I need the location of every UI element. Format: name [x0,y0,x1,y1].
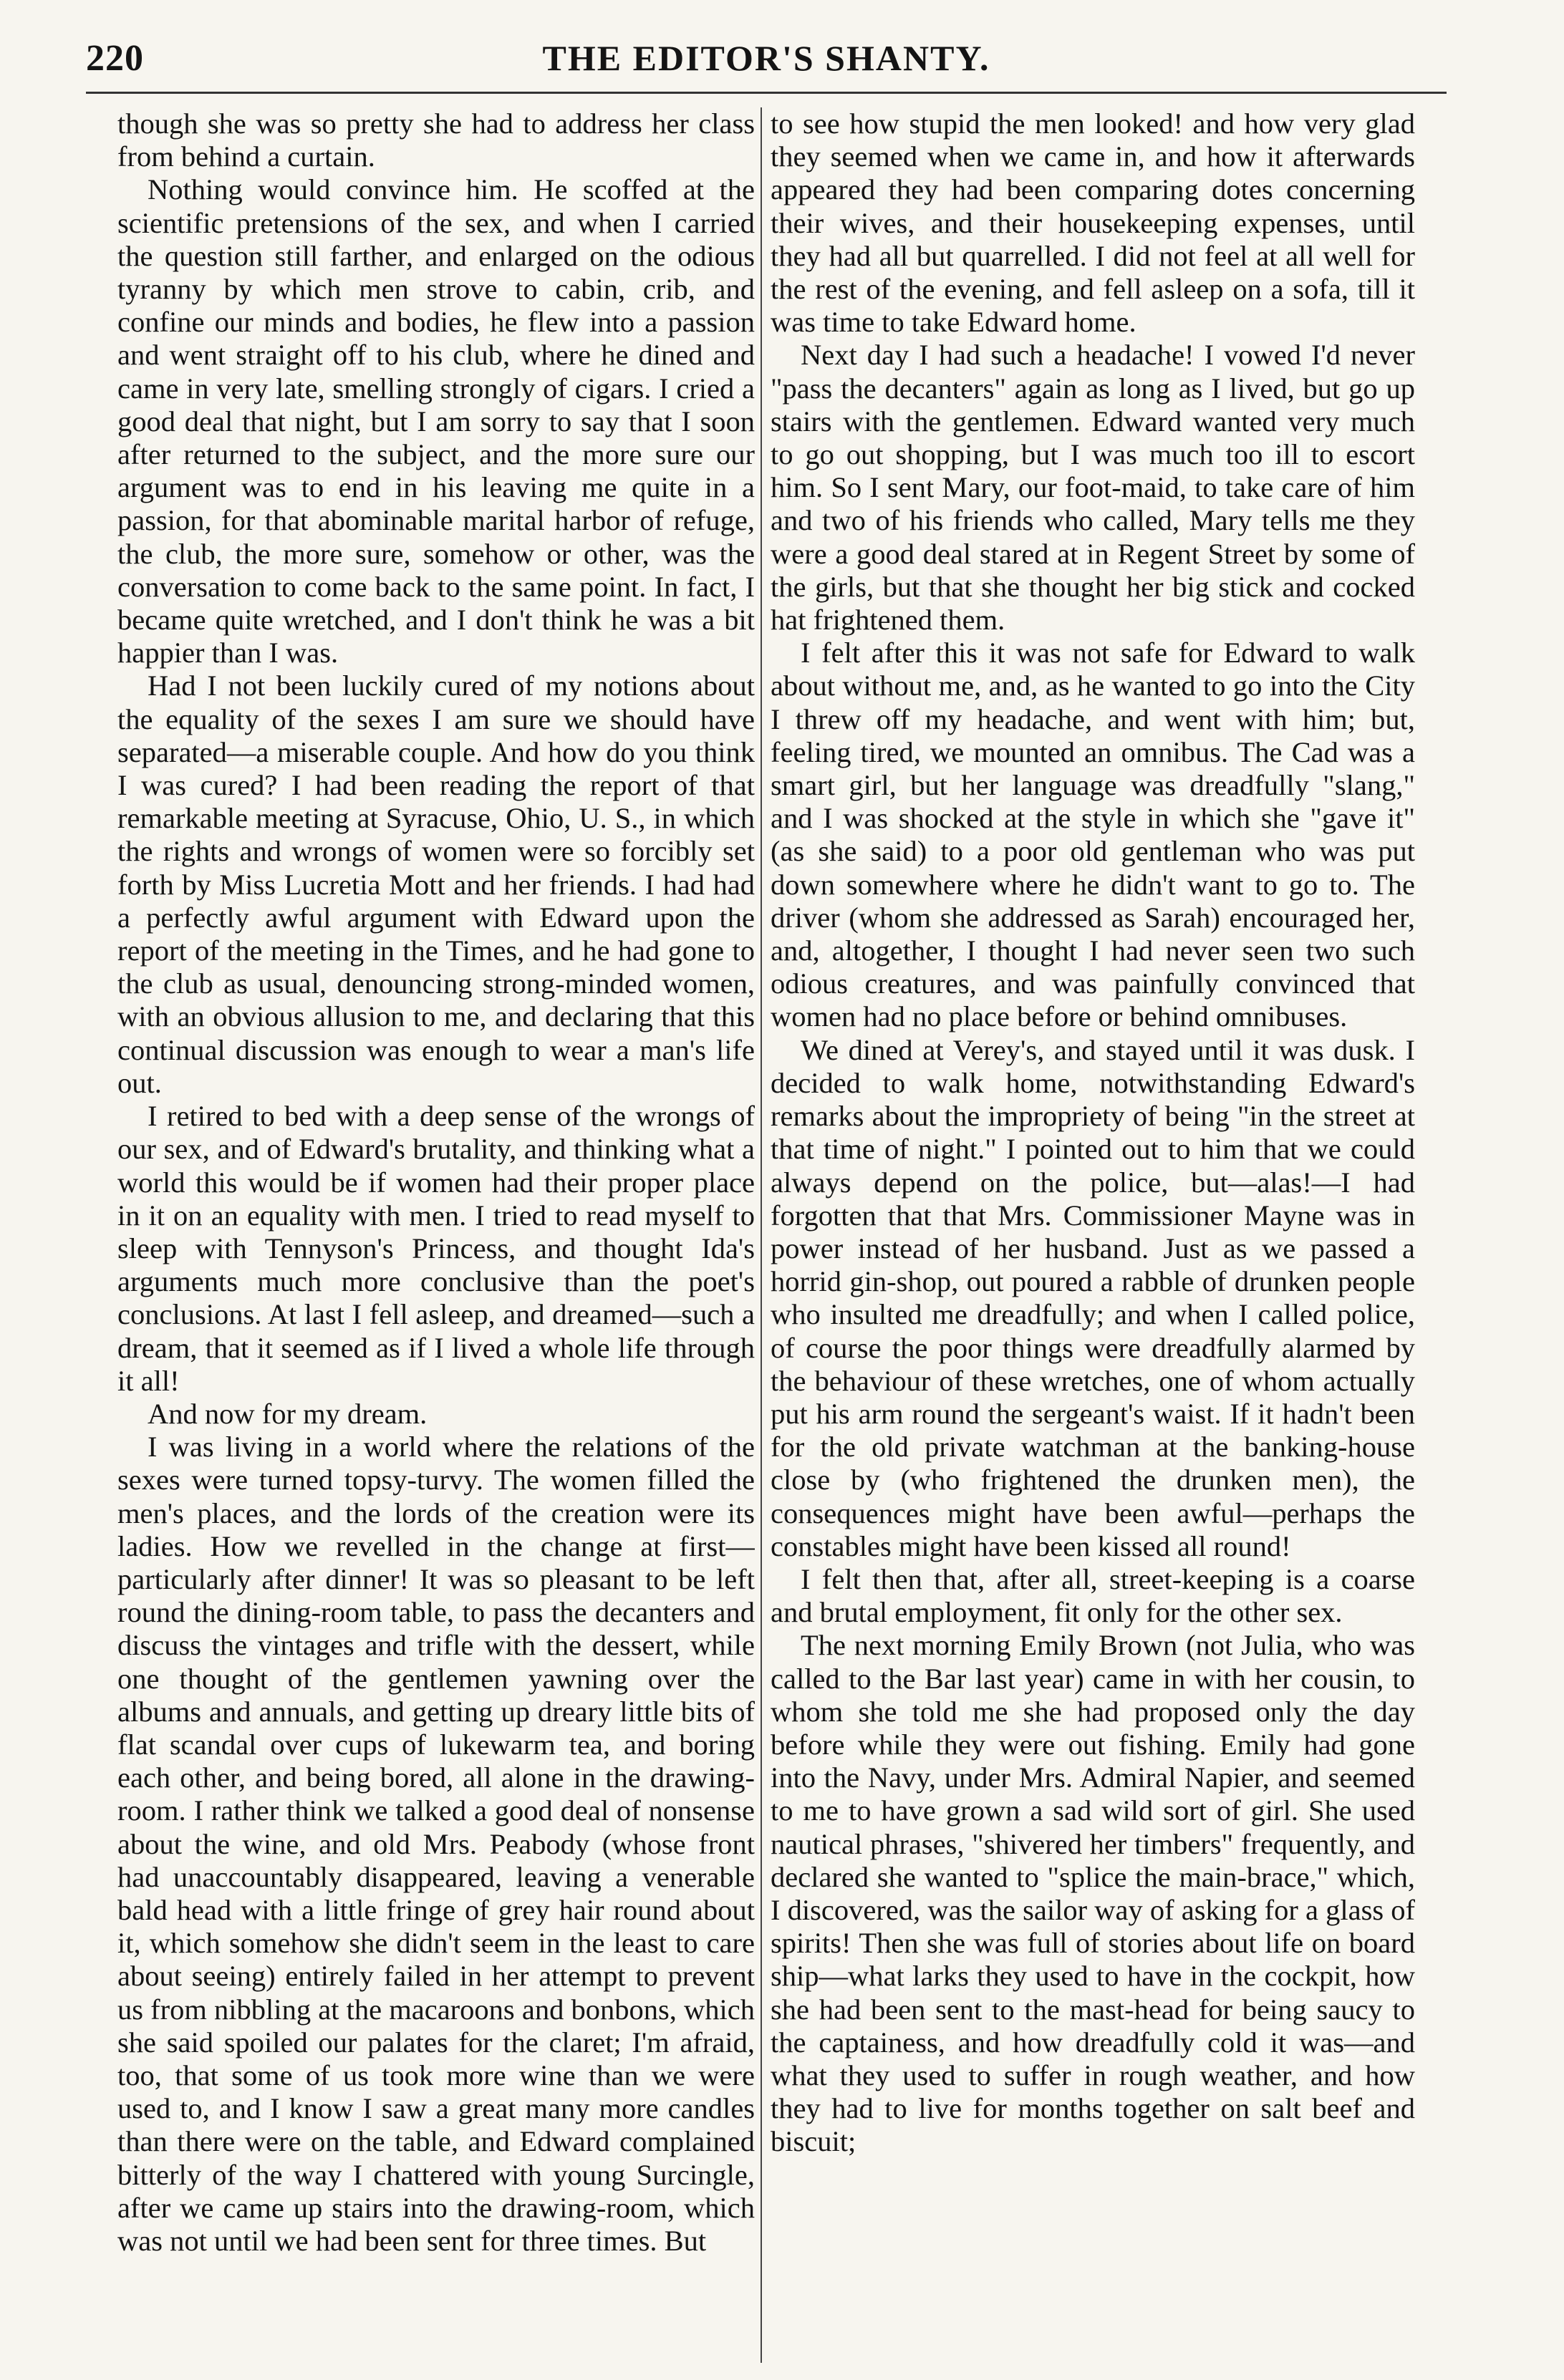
paragraph: I was living in a world where the relations of the sexes were turned topsy-turvy. The women filled the men's places, and the lords of the creation were its ladies. How we revelled in the change at first—particularly after dinner! It was so pleasant to be left round the dining-room table, to pass the decanters and discuss the vintages and trifle with the dessert, while one thought of the gentlemen yawning over the albums and annuals, and getting up dreary little bits of flat scandal over cups of lukewarm tea, and boring each other, and being bored, all alone in the drawing-room. I rather think we talked a good deal of nonsense about the wine, and old Mrs. Peabody (whose front had unaccountably disappeared, leaving a venerable bald head with a little fringe of grey hair round about it, which somehow she didn't seem in the least to care about seeing) entirely failed in her attempt to prevent us from nibbling at the macaroons and bonbons, which she said spoiled our palates for the claret; I'm afraid, too, that some of us took more wine than we were used to, and I know I saw a great many more candles than there were on the table, and Edward complained bitterly of the way I chattered with young Surcingle, after we came up stairs into the drawing-room, which was not until we had been sent for three times. But [117,1431,755,2257]
paragraph: Nothing would convince him. He scoffed at the scientific pretensions of the sex, and when I carried the question still farther, and enlarged on the odious tyranny by which men strove to cabin, crib, and confine our minds and bodies, he flew into a passion and went straight off to his club, where he dined and came in very late, smelling strongly of cigars. I cried a good deal that night, but I am sorry to say that I soon after returned to the subject, and the more sure our argument was to end in his leaving me quite in a passion, for that abominable marital harbor of refuge, the club, the more sure, somehow or other, was the conversation to come back to the same point. In fact, I became quite wretched, and I don't think he was a bit happier than I was. [117,173,755,669]
header-rule [86,92,1447,94]
page-header [86,37,1447,83]
paragraph: The next morning Emily Brown (not Julia, who was called to the Bar last year) came in with her cousin, to whom she told me she had proposed only the day before while they were out fishing. Emily had gone into the Navy, under Mrs. Admiral Napier, and seemed to me to have grown a sad wild sort of girl. She used nautical phrases, "shivered her timbers" frequently, and declared she wanted to "splice the main-brace," which, I discovered, was the sailor way of asking for a glass of spirits! Then she was full of stories about life on board ship—what larks they used to have in the cockpit, how she had been sent to the mast-head for being saucy to the captainess, and how dreadfully cold it was—and what they used to suffer in rough weather, and how they had to live for months together on salt beef and biscuit; [771,1629,1415,2158]
paragraph: Had I not been luckily cured of my notions about the equality of the sexes I am sure we should have separated—a miserable couple. And how do you think I was cured? I had been reading the report of that remarkable meeting at Syracuse, Ohio, U. S., in which the rights and wrongs of women were so forcibly set forth by Miss Lucretia Mott and her friends. I had had a perfectly awful argument with Edward upon the report of the meeting in the Times, and he had gone to the club as usual, denouncing strong-minded women, with an obvious allusion to me, and declaring that this continual discussion was enough to wear a man's life out. [117,669,755,1099]
paragraph: though she was so pretty she had to address her class from behind a curtain. [117,107,755,173]
running-title: THE EDITOR'S SHANTY. [542,38,990,78]
left-column [117,107,755,2363]
paragraph: I felt then that, after all, street-keeping is a coarse and brutal employment, fit only for the other sex. [771,1562,1415,1629]
right-column [771,107,1415,2363]
page-number: 220 [86,38,144,79]
paragraph: I retired to bed with a deep sense of the wrongs of our sex, and of Edward's brutality, and thinking what a world this would be if women had their proper place in it on an equality with men. I tried to read myself to sleep with Tennyson's Princess, and thought Ida's arguments much more conclusive than the poet's conclusions. At last I fell asleep, and dreamed—such a dream, that it seemed as if I lived a whole life through it all! [117,1100,755,1397]
paragraph: to see how stupid the men looked! and how very glad they seemed when we came in, and how it afterwards appeared they had been comparing dotes concerning their wives, and their housekeeping expenses, until they had all but quarrelled. I did not feel at all well for the rest of the evening, and fell asleep on a sofa, till it was time to take Edward home. [771,107,1415,339]
column-divider [761,107,762,2363]
paragraph: And now for my dream. [148,1397,428,1430]
paragraph: I felt after this it was not safe for Edward to walk about without me, and, as he wanted to go into the City I threw off my headache, and went with him; but, feeling tired, we mounted an omnibus. The Cad was a smart girl, but her language was dreadfully "slang," and I was shocked at the style in which she "gave it" (as she said) to a poor old gentleman who was put down somewhere where he didn't want to go to. The driver (whom she addressed as Sarah) encouraged her, and, altogether, I thought I had never seen two such odious creatures, and was painfully convinced that women had no place before or behind omnibuses. [771,637,1415,1033]
paragraph: Next day I had such a headache! I vowed I'd never "pass the decanters" again as long as I lived, but go up stairs with the gentlemen. Edward wanted very much to go out shopping, but I was much too ill to escort him. So I sent Mary, our foot-maid, to take care of him and two of his friends who called, Mary tells me they were a good deal stared at in Regent Street by some of the girls, but that she thought her big stick and cocked hat frightened them. [771,339,1415,637]
paragraph: We dined at Verey's, and stayed until it was dusk. I decided to walk home, notwithstanding Edward's remarks about the impropriety of being "in the street at that time of night." I pointed out to him that we could always depend on the police, but—alas!—I had forgotten that that Mrs. Commissioner Mayne was in power instead of her husband. Just as we passed a horrid gin-shop, out poured a rabble of drunken people who insulted me dreadfully; and when I called police, of course the poor things were dreadfully alarmed by the behaviour of these wretches, one of whom actually put his arm round the sergeant's waist. If it hadn't been for the old private watchman at the banking-house close by (who frightened the drunken men), the consequences might have been awful—perhaps the constables might have been kissed all round! [771,1033,1415,1562]
